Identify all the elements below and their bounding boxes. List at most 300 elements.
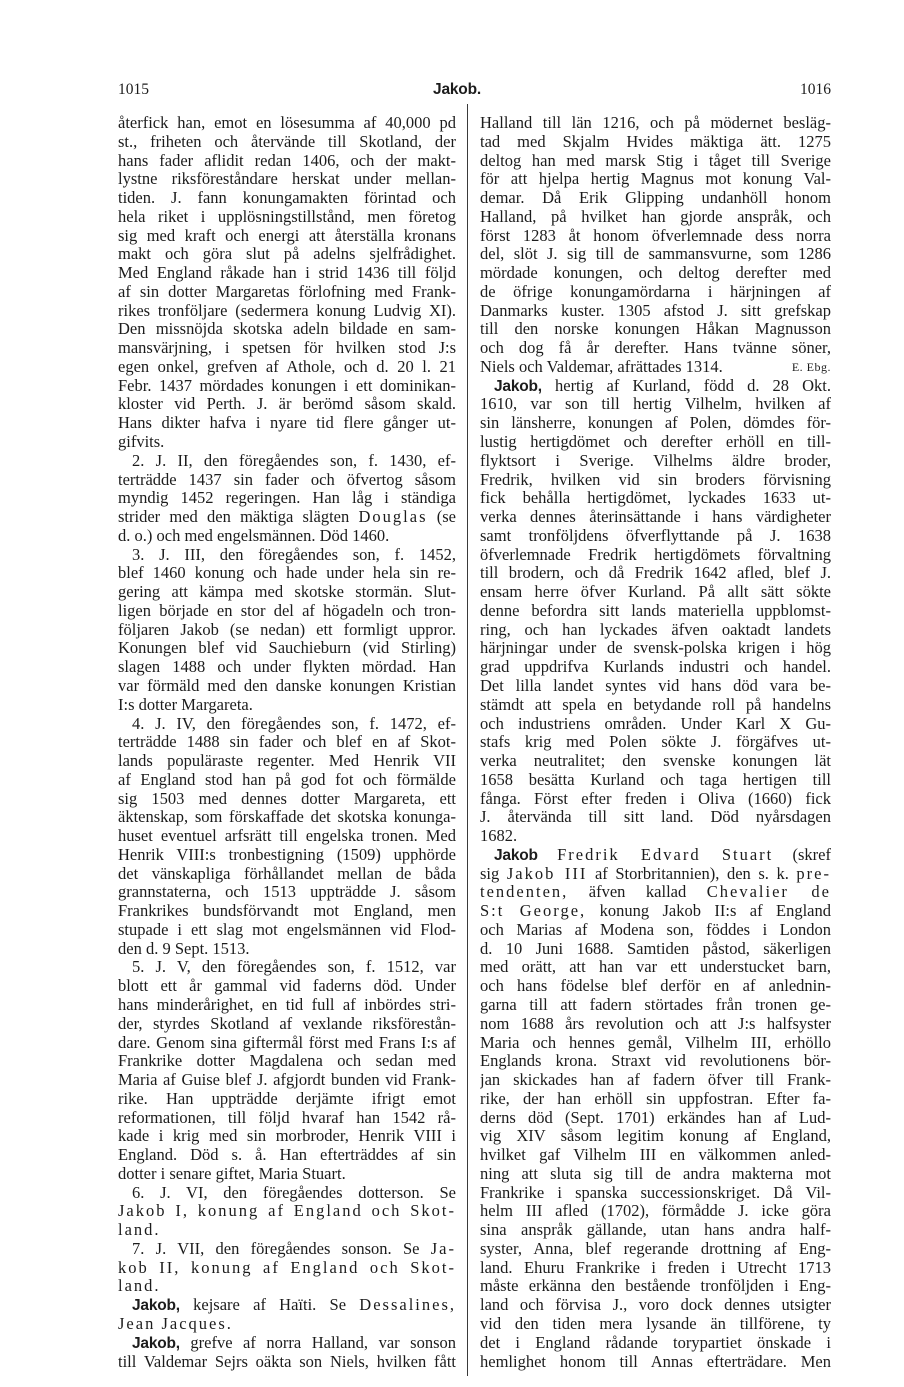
text-line (480, 827, 831, 846)
text-run: ning att sluta sig till de andra makterna mot (480, 1164, 831, 1183)
headword: Jakob, (494, 377, 542, 395)
text-run: 1682. (480, 827, 518, 846)
entry-paragraph (118, 546, 456, 715)
text-run: land. Ehuru Frankrike i freden i Utrecht 1713 (480, 1258, 831, 1277)
text-run (538, 846, 557, 864)
text-run: slagen 1488 och under flykten mördad. Han (118, 658, 456, 677)
text-run: lystne riksföreståndare herskat under mellan- (118, 170, 456, 189)
text-run: helm III afled (1702), förmådde J. icke göra (480, 1202, 831, 1221)
text-line (118, 846, 456, 865)
text-line (118, 1015, 456, 1034)
text-run: till brodern, och då Fredrik 1642 afled, blef J. (480, 564, 831, 583)
text-run: kejsare af Haïti. Se (179, 1296, 360, 1315)
text-run: måste erkänna den bestående tronföljden i Eng- (480, 1277, 831, 1296)
text-line (118, 808, 456, 827)
text-line (480, 414, 831, 433)
text-run: 1658 besätta Kurland och taga hertigen till (480, 770, 831, 789)
text-run: huset eventuel arfsrätt till engelska tronen. Med (118, 827, 456, 846)
text-line (118, 189, 456, 208)
text-line (118, 696, 456, 715)
text-run: del, slöt J. sig till de sammansvurne, som 1286 (480, 245, 831, 264)
text-run: Med England råkade han i strid 1436 till följd (118, 264, 456, 283)
text-run: hans fader aflidit redan 1406, och der makt- (118, 151, 456, 170)
text-line (118, 1034, 456, 1053)
text-run: gifvits. (118, 433, 165, 452)
text-line (118, 977, 456, 996)
headword: Jakob (494, 846, 538, 864)
text-run: först 1283 åt honom öfverlemnade dess norra (480, 226, 831, 245)
text-run: egen onkel, grefven af Athole, och d. 20 l. 21 (118, 357, 456, 376)
text-run: sig 1503 med dennes dotter Margareta, ett (118, 789, 456, 808)
text-line (118, 152, 456, 171)
text-run: reformationen, till följd hvaraf han 1542 rå- (118, 1108, 456, 1127)
text-run: hans minderårighet, en tid full af inbördes stri- (118, 995, 456, 1014)
text-line (480, 658, 831, 677)
text-line (118, 883, 456, 902)
text-line (118, 377, 456, 396)
text-line (118, 1090, 456, 1109)
text-line (480, 883, 831, 902)
text-line (480, 715, 831, 734)
text-run: de öfrige konungamördarna i härjningen af (480, 282, 831, 301)
text-run: verka neutralitet; den svenske konungen lät (480, 752, 831, 771)
text-line (480, 1090, 831, 1109)
text-run: kloster vid Perth. J. är berömd såsom skald. (118, 395, 456, 414)
text-line (480, 1277, 831, 1296)
entry-paragraph (118, 1184, 456, 1240)
text-line (480, 264, 831, 283)
text-line (480, 808, 831, 827)
text-line (480, 1240, 831, 1259)
text-line (480, 921, 831, 940)
text-line (480, 133, 831, 152)
text-line (480, 1334, 831, 1353)
text-run: och industriens områden. Under Karl X Gu- (480, 714, 831, 733)
text-run: Febr. 1437 mördades konungen i ett dominikan- (118, 376, 456, 395)
text-run: det i England rådande torypartiet önskade i (480, 1333, 831, 1352)
left-column (118, 114, 456, 1371)
text-line (118, 996, 456, 1015)
text-run: rikes tronföljare (sedermera konung Ludvig XI). (118, 301, 456, 320)
text-run: mansvärjning, i spetsen för hvilken stod J:s (118, 339, 456, 358)
text-run: stupade i ett slag mot engelsmännen vid Flod- (118, 920, 456, 939)
text-line (118, 471, 456, 490)
text-run: och hans födelse blef derför en af anlednin- (480, 977, 831, 996)
text-run: det vänskapliga förhållandet mellan de båda (118, 864, 456, 883)
text-line (480, 771, 831, 790)
text-run: Konungen blef vid Sauchieburn (vid Stirling) (118, 639, 456, 658)
text-run: tad med Skjalm Hvides mäktiga ätt. 1275 (480, 132, 831, 151)
text-line (118, 208, 456, 227)
running-header-title: Jakob. (433, 81, 481, 98)
text-line (118, 1277, 456, 1296)
text-run: för att hjelpa hertig Magnus mot konung Val- (480, 170, 831, 189)
text-line (480, 564, 831, 583)
text-run: strider med den mäktiga slägten (118, 508, 359, 527)
text-run: deltog han med marsk Stig i tåget till Sverige (480, 151, 831, 170)
text-line (118, 1165, 456, 1184)
text-line (480, 1296, 831, 1315)
text-run: land och förvisa J., voro dock dennes utsigter (480, 1296, 831, 1315)
entry-paragraph (118, 452, 456, 546)
text-run: och Marias af Modena son, föddes i London (480, 920, 831, 939)
text-run: Det lilla landet syntes vid hans död vara be- (480, 676, 831, 695)
text-run: J. återvända till sitt land. Död nyårsdagen (480, 808, 831, 827)
text-line (118, 1221, 456, 1240)
text-run: grefve af norra Halland, var sonson (179, 1333, 456, 1352)
entry-paragraph (480, 114, 831, 377)
text-line (118, 1240, 456, 1259)
text-run: Halland till län 1216, och på mödernet besläg- (480, 114, 831, 132)
text-line (118, 1334, 456, 1353)
text-run: verka dennes återinsättande i hans värdigheter (480, 508, 831, 527)
text-run: konung Jakob II:s af England (586, 902, 831, 921)
text-line (118, 940, 456, 959)
text-line (118, 1259, 456, 1278)
text-line (480, 1184, 831, 1203)
text-run: Maria och hennes gemål, Vilhelm III, erhöllo (480, 1033, 831, 1052)
text-run: till Valdemar Sejrs oäkta son Niels, hvilken fått (118, 1352, 456, 1371)
text-line (118, 245, 456, 264)
text-run: gering att kämpa med skotske stormän. Slut- (118, 583, 456, 602)
entry-paragraph (118, 958, 456, 1183)
text-line (118, 1315, 456, 1334)
text-run: af sin dotter Margaretas förlofning med Frank- (118, 282, 456, 301)
text-run: grad uppdrifva Kurlands industri och handel. (480, 658, 831, 677)
text-line (118, 771, 456, 790)
text-run: återfick han, emot en lösesumma af 40,000 pd (118, 114, 456, 132)
text-line (118, 1146, 456, 1165)
spaced-text: Douglas (358, 508, 428, 527)
text-line (118, 733, 456, 752)
text-line (480, 489, 831, 508)
entry-paragraph (480, 377, 831, 846)
text-line (480, 1146, 831, 1165)
entry-paragraph (118, 1240, 456, 1296)
text-line (480, 1109, 831, 1128)
text-run: kade i krig med sin morbroder, Henrik VIII i (118, 1127, 456, 1146)
text-run: rike. Han uppträdde derjämte ifrigt emot (118, 1089, 456, 1108)
text-run: hvilket gaf Vilhelm III en välkommen anled- (480, 1146, 831, 1165)
entry-paragraph (118, 715, 456, 959)
text-line (480, 208, 831, 227)
text-line (480, 940, 831, 959)
spaced-text: Jakob I, konung af England och Skot- (118, 1202, 456, 1221)
text-run: lands populäraste regenter. Med Henrik VII (118, 752, 456, 771)
entry-paragraph (118, 1334, 456, 1372)
text-line (118, 508, 456, 527)
text-line (480, 958, 831, 977)
text-run: d. o.) och med engelsmännen. Död 1460. (118, 526, 390, 545)
text-line (118, 1202, 456, 1221)
text-line (480, 227, 831, 246)
spaced-text: kob II, konung af England och Skot- (118, 1258, 456, 1277)
text-line (480, 320, 831, 339)
text-line (118, 827, 456, 846)
text-line (118, 677, 456, 696)
text-line (480, 1221, 831, 1240)
headword: Jakob, (132, 1297, 180, 1315)
text-run: Henrik VIII:s tronbestigning (1509) upphörde (118, 845, 456, 864)
text-line (118, 227, 456, 246)
text-run: sig med kraft och energi att återställa kronans (118, 226, 456, 245)
text-run: blott ett år gammal vid faderns död. Under (118, 977, 456, 996)
text-run: demar. Då Erik Glipping undanhöll honom (480, 189, 831, 208)
text-line (480, 189, 831, 208)
text-line (480, 377, 831, 396)
text-run: Frankrike i spanska successionskriget. Då Vil- (480, 1183, 831, 1202)
spaced-text: tendenten, (480, 883, 569, 902)
text-run: var förmäld med den danske konungen Kristian (118, 676, 456, 695)
text-line (118, 1184, 456, 1203)
text-run: fånga. Först efter freden i Oliva (1660) fick (480, 789, 831, 808)
text-run: blef 1460 konung och hade under hela sin re- (118, 564, 456, 583)
text-line (118, 1071, 456, 1090)
entry-paragraph (480, 846, 831, 1371)
text-run: och dog få år derefter. Hans tvänne söner, (480, 339, 831, 358)
text-line (118, 621, 456, 640)
text-line (480, 1052, 831, 1071)
text-run: lustig hertigdömet och derefter erhöll en till- (480, 433, 831, 452)
text-run: terträdde 1488 sin fader och blef en af Skot- (118, 733, 456, 752)
text-run: stämdt att spela en betydande roll på handelns (480, 695, 831, 714)
text-run: syster, Anna, blef regerande drottning af Eng- (480, 1239, 831, 1258)
text-line (118, 583, 456, 602)
text-line (118, 1052, 456, 1071)
text-line (118, 546, 456, 565)
text-line (480, 996, 831, 1015)
text-line (118, 902, 456, 921)
spaced-text: Dessalines, (359, 1296, 456, 1315)
text-line (118, 452, 456, 471)
text-run: ring, och han lyckades äfven oaktadt landets (480, 620, 831, 639)
text-run: följaren Jakob (se nedan) ett formligt uppror. (118, 620, 456, 639)
text-run: 6. J. VI, den föregåendes dotterson. Se (132, 1183, 456, 1202)
spaced-text: Ja- (430, 1239, 456, 1258)
spaced-text: land. (118, 1277, 161, 1296)
text-line (480, 527, 831, 546)
text-run: 4. J. IV, den föregåendes son, f. 1472, ef- (132, 714, 456, 733)
text-line (480, 358, 831, 377)
text-run: makt och göra slut på adelns sjelfrådighet. (118, 245, 456, 264)
text-run: 3. J. III, den föregåendes son, f. 1452, (132, 545, 456, 564)
text-run: derns död (Sept. 1701) erkändes han af Lud- (480, 1108, 831, 1127)
text-line (118, 921, 456, 940)
text-line (480, 639, 831, 658)
text-run: dotter i senare giftet, Maria Stuart. (118, 1164, 346, 1183)
text-run: Frankrike dotter Magdalena och sedan med (118, 1052, 456, 1071)
text-run: Frankrikes bundsförvandt mot England, men (118, 902, 456, 921)
text-line (480, 733, 831, 752)
spaced-text: S:t George, (480, 902, 587, 921)
text-line (118, 264, 456, 283)
text-line (480, 621, 831, 640)
entry-paragraph (118, 114, 456, 452)
text-line (118, 283, 456, 302)
text-run: hemlighet honom till Annas efterträdare. Men (480, 1352, 831, 1371)
text-run: d. 10 Juni 1688. Samtiden påstod, säkerligen (480, 939, 831, 958)
text-run: äktenskap, som förskaffade det skotska konunga- (118, 808, 456, 827)
spaced-text: Chevalier de (706, 883, 831, 902)
text-run: rike, der han erhöll sin uppfostran. Efter fa- (480, 1089, 831, 1108)
text-line (118, 527, 456, 546)
text-line (118, 320, 456, 339)
text-run: öfverlemnade Fredrik hertigdömets förvaltning (480, 545, 831, 564)
text-run: 7. J. VII, den föregåendes sonson. Se (132, 1239, 431, 1258)
text-line (480, 1353, 831, 1372)
text-run: mördade konungen, och deltog derefter med (480, 264, 831, 283)
text-line (118, 114, 456, 133)
text-run: 1610, var son till hertig Vilhelm, hvilken af (480, 395, 831, 414)
text-line (118, 433, 456, 452)
text-line (118, 865, 456, 884)
text-line (118, 658, 456, 677)
text-run: flyktsort i Sverige. Vilhelms äldre broder, (480, 451, 831, 470)
right-column (480, 114, 831, 1371)
text-line (480, 1034, 831, 1053)
text-run: Niels och Valdemar, afrättades 1314. (480, 357, 723, 376)
text-line (480, 696, 831, 715)
text-run: Maria af Guise blef J. afgjordt bunden vid Frank- (118, 1071, 456, 1090)
text-run: dare. Genom sina giftermål först med Frans I:s af (118, 1033, 456, 1052)
text-run: denne befordra sitt lands materiella uppblomst- (480, 601, 831, 620)
text-line (118, 639, 456, 658)
text-run: myndig 1452 regeringen. Han låg i ständiga (118, 489, 456, 508)
text-run: 5. J. V, den föregåendes son, f. 1512, var (132, 958, 456, 977)
text-run: jan skickades han af fadern öfver till Frank- (480, 1071, 831, 1090)
text-line (480, 283, 831, 302)
text-run: grannstaterna, och 1513 uppträdde J. såsom (118, 883, 456, 902)
text-line (480, 395, 831, 414)
text-run: I:s dotter Margareta. (118, 695, 253, 714)
text-line (118, 170, 456, 189)
text-run: stafs krig med Polen sökte J. förgäfves ut- (480, 733, 831, 752)
text-run: ligen började en stor del af högadeln och tron- (118, 601, 456, 620)
text-line (480, 302, 831, 321)
text-run: Danmarks kuster. 1305 afstod J. sitt grefskap (480, 301, 831, 320)
text-line (480, 546, 831, 565)
text-run: terträdde 1437 sin fader och öfvertog såsom (118, 470, 456, 489)
text-run: till den norske konungen Håkan Magnusson (480, 320, 831, 339)
text-line (118, 1353, 456, 1372)
text-line (480, 677, 831, 696)
text-line (480, 508, 831, 527)
text-run: der, styrdes Skotland af vexlande riksförestån- (118, 1014, 456, 1033)
text-line (480, 339, 831, 358)
text-line (118, 133, 456, 152)
text-line (480, 1315, 831, 1334)
text-line (118, 958, 456, 977)
text-run: Hans dikter hafva i nyare tid flere gånger ut- (118, 414, 456, 433)
text-line (480, 902, 831, 921)
text-line (118, 489, 456, 508)
text-run: sig (480, 864, 507, 883)
author-signature: E. Ebg. (791, 359, 831, 374)
text-line (480, 152, 831, 171)
text-run: vid den tiden mera lysande än tillförene, ty (480, 1315, 831, 1333)
text-line (118, 395, 456, 414)
text-line (118, 414, 456, 433)
text-run: garna till att fadern störtades från tronen ge- (480, 995, 831, 1014)
text-run: Halland, på hvilket han gjorde anspråk, och (480, 207, 831, 226)
text-run: hela riket i upplösningstillstånd, men företog (118, 207, 456, 226)
text-run: (skref (773, 845, 831, 864)
text-line (118, 602, 456, 621)
text-run: fick behålla hertigdömet, lyckades 1633 ut- (480, 489, 831, 508)
text-line (480, 114, 831, 133)
text-run: tiden. J. fann konungamakten förintad och (118, 189, 456, 208)
spaced-text: land. (118, 1221, 161, 1240)
text-line (118, 1109, 456, 1128)
text-line (118, 1127, 456, 1146)
text-run: af England stod han på god fot och förmälde (118, 770, 456, 789)
spaced-text: pre- (796, 864, 831, 883)
text-line (118, 790, 456, 809)
text-run: af Storbritannien), den s. k. (587, 864, 797, 883)
text-run: st., friheten och återvände till Skotland, der (118, 132, 456, 151)
text-line (118, 358, 456, 377)
text-line (118, 1296, 456, 1315)
text-line (480, 433, 831, 452)
text-line (118, 339, 456, 358)
text-line (480, 977, 831, 996)
spaced-text: Jakob III (506, 864, 588, 883)
text-line (480, 752, 831, 771)
text-line (480, 1127, 831, 1146)
text-run: hertig af Kurland, född d. 28 Okt. (541, 376, 831, 395)
text-run: 2. J. II, den föregåendes son, f. 1430, ef- (132, 451, 456, 470)
text-run: Fredrik, hvilken vid sin broders förvisning (480, 470, 831, 489)
text-run: (se (427, 508, 456, 527)
entry-paragraph (118, 1296, 456, 1334)
text-run: samt tronföljdens öfverflyttande på J. 1638 (480, 526, 831, 545)
text-line (118, 302, 456, 321)
text-line (480, 583, 831, 602)
text-run: Den missnöjda skotska adeln bildade en sam- (118, 320, 456, 339)
text-line (480, 865, 831, 884)
page-number-right: 1016 (800, 81, 831, 98)
text-run: England. Död s. å. Han efterträddes af sin (118, 1146, 456, 1165)
text-line (480, 1165, 831, 1184)
text-line (118, 564, 456, 583)
text-line (480, 245, 831, 264)
text-line (480, 846, 831, 865)
page-number-left: 1015 (118, 81, 149, 98)
text-line (480, 170, 831, 189)
spaced-text: Jean Jacques. (118, 1315, 233, 1333)
text-line (480, 1071, 831, 1090)
text-run: ensam herre öfver Kurland. På allt sätt sökte (480, 583, 831, 602)
text-run: vig XIV såsom legitim konung af England, (480, 1127, 831, 1146)
headword: Jakob, (132, 1334, 180, 1352)
text-line (480, 471, 831, 490)
text-line (480, 602, 831, 621)
text-run: sin länsherre, konungen af Polen, dömdes för- (480, 414, 831, 433)
text-line (118, 715, 456, 734)
text-run: den d. 9 Sept. 1513. (118, 939, 250, 958)
text-run: äfven kallad (568, 883, 707, 902)
spaced-text: Fredrik Edvard Stuart (557, 845, 774, 864)
text-run: härjningar under de svensk-polska krigen i hög (480, 639, 831, 658)
text-line (480, 452, 831, 471)
text-run: med orätt, att han var ett understucket barn, (480, 958, 831, 977)
text-line (480, 1015, 831, 1034)
text-run: Englands krona. Straxt vid revolutionens bör- (480, 1052, 831, 1071)
text-run: nom 1688 års revolution och att J:s halfsyster (480, 1014, 831, 1033)
text-line (480, 1259, 831, 1278)
column-divider (467, 104, 468, 1376)
text-line (480, 1202, 831, 1221)
